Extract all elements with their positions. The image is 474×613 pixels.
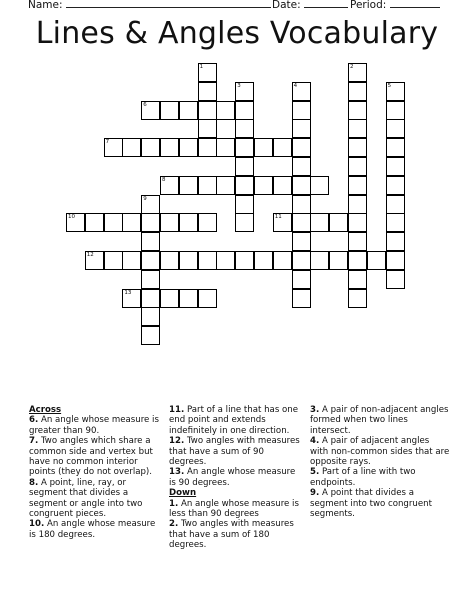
crossword-cell[interactable] — [329, 251, 348, 270]
across-heading: Across — [29, 405, 62, 415]
clue-across-7 — [29, 436, 161, 478]
crossword-cell[interactable] — [235, 195, 254, 214]
crossword-cell[interactable] — [179, 213, 198, 232]
clues-column-1 — [29, 405, 161, 540]
crossword-cell[interactable] — [141, 251, 160, 270]
crossword-cell[interactable] — [386, 270, 405, 289]
clue-number-label: 13 — [124, 289, 132, 296]
clue-down-2 — [169, 519, 303, 550]
crossword-cell[interactable] — [160, 213, 179, 232]
crossword-cell[interactable] — [386, 157, 405, 176]
clue-text: Two angles with measures that have a sum of 180 degrees. — [169, 519, 294, 551]
crossword-cell[interactable] — [292, 289, 311, 308]
clue-text: Part of a line that has one end point and extends indefinitely in one direction. — [169, 405, 299, 436]
clue-text: Two angles with measures that have a sum of 90 degrees. — [169, 436, 300, 468]
crossword-cell[interactable] — [160, 101, 179, 120]
crossword-cell[interactable] — [386, 195, 405, 214]
crossword-cell[interactable] — [273, 251, 292, 270]
crossword-cell[interactable] — [235, 251, 254, 270]
crossword-cell[interactable] — [235, 138, 254, 157]
crossword-cell[interactable] — [141, 232, 160, 251]
crossword-cell[interactable] — [292, 157, 311, 176]
down-heading: Down — [169, 488, 197, 499]
date-label: Date: — [272, 0, 301, 11]
crossword-cell[interactable] — [292, 195, 311, 214]
crossword-cell[interactable] — [386, 251, 405, 270]
clue-number-label: 5 — [387, 82, 392, 89]
name-label: Name: — [28, 0, 63, 11]
crossword-cell[interactable] — [141, 326, 160, 345]
crossword-cell[interactable] — [235, 213, 254, 232]
crossword-cell[interactable] — [310, 251, 329, 270]
crossword-cell[interactable] — [198, 63, 217, 82]
crossword-cell[interactable] — [216, 251, 235, 270]
crossword-cell[interactable] — [179, 176, 198, 195]
crossword-cell[interactable] — [198, 289, 217, 308]
crossword-cell[interactable] — [367, 251, 386, 270]
clue-number: 12. — [169, 436, 185, 447]
crossword-cell[interactable] — [141, 289, 160, 308]
clue-text: Part of a line with two endpoints. — [310, 467, 416, 488]
clues-column-3 — [310, 405, 450, 519]
crossword-cell[interactable] — [179, 251, 198, 270]
crossword-cell[interactable] — [386, 138, 405, 157]
crossword-cell[interactable] — [141, 101, 160, 120]
clue-text: A point that divides a segment into two congruent segments. — [310, 488, 432, 520]
crossword-cell[interactable] — [348, 63, 367, 82]
crossword-cell[interactable] — [348, 251, 367, 270]
crossword-cell[interactable] — [348, 157, 367, 176]
clue-across-10 — [29, 519, 161, 540]
crossword-cell[interactable] — [386, 213, 405, 232]
crossword-cell[interactable] — [386, 176, 405, 195]
crossword-cell[interactable] — [235, 157, 254, 176]
crossword-cell[interactable] — [104, 251, 123, 270]
clue-number: 2. — [169, 519, 179, 530]
clue-number: 6. — [29, 415, 39, 426]
clue-across-8 — [29, 478, 161, 520]
clue-across-6 — [29, 415, 161, 436]
clue-number: 3. — [310, 405, 320, 415]
clue-number-label: 9 — [143, 195, 147, 202]
crossword-cell[interactable] — [348, 119, 367, 138]
crossword-cell[interactable] — [292, 270, 311, 289]
clue-number-label: 10 — [68, 214, 75, 221]
crossword-cell[interactable] — [386, 82, 405, 101]
crossword-cell[interactable] — [198, 82, 217, 101]
crossword-cell[interactable] — [273, 213, 292, 232]
clue-across-13 — [169, 467, 303, 488]
period-label: Period: — [350, 0, 387, 11]
crossword-cell[interactable] — [254, 138, 273, 157]
crossword-cell[interactable] — [160, 251, 179, 270]
crossword-cell[interactable] — [160, 176, 179, 195]
crossword-cell[interactable] — [141, 270, 160, 289]
crossword-cell[interactable] — [198, 101, 217, 120]
crossword-cell[interactable] — [198, 213, 217, 232]
clue-number: 4. — [310, 436, 320, 447]
clue-text: A pair of non-adjacent angles formed when two lines intersect. — [310, 405, 449, 436]
clue-number: 10. — [29, 519, 45, 530]
crossword-cell[interactable] — [348, 82, 367, 101]
crossword-cell[interactable] — [179, 138, 198, 157]
crossword-cell[interactable] — [386, 119, 405, 138]
crossword-cell[interactable] — [292, 82, 311, 101]
crossword-cell[interactable] — [141, 213, 160, 232]
crossword-cell[interactable] — [198, 138, 217, 157]
crossword-cell[interactable] — [235, 82, 254, 101]
clue-down-3 — [310, 405, 450, 436]
crossword-cell[interactable] — [348, 176, 367, 195]
clue-text: An angle whose measure is 90 degrees. — [169, 467, 296, 488]
crossword-cell[interactable] — [235, 176, 254, 195]
crossword-cell[interactable] — [254, 251, 273, 270]
clue-number: 5. — [310, 467, 320, 478]
crossword-cell[interactable] — [348, 138, 367, 157]
crossword-cell[interactable] — [198, 119, 217, 138]
clue-number: 9. — [310, 488, 320, 499]
crossword-cell[interactable] — [122, 138, 141, 157]
clue-number: 7. — [29, 436, 39, 447]
clue-text: An angle whose measure is 180 degrees. — [29, 519, 156, 540]
clue-number: 8. — [29, 477, 39, 488]
crossword-cell[interactable] — [348, 195, 367, 214]
crossword-cell[interactable] — [386, 101, 405, 120]
clue-text: An angle whose measure is less than 90 degrees — [169, 498, 299, 520]
clue-down-9 — [310, 488, 450, 519]
crossword-cell[interactable] — [179, 101, 198, 120]
clue-number-label: 7 — [105, 139, 110, 146]
crossword-cell[interactable] — [85, 251, 104, 270]
clue-down-5 — [310, 467, 450, 488]
clue-across-12 — [169, 436, 303, 467]
crossword-cell[interactable] — [292, 101, 311, 120]
crossword-cell[interactable] — [348, 232, 367, 251]
crossword-cell[interactable] — [160, 289, 179, 308]
crossword-cell[interactable] — [292, 119, 311, 138]
crossword-cell[interactable] — [273, 138, 292, 157]
clue-down-4 — [310, 436, 450, 467]
crossword-cell[interactable] — [310, 213, 329, 232]
clue-number-label: 1 — [199, 64, 204, 70]
crossword-cell[interactable] — [292, 232, 311, 251]
clues-column-2 — [169, 405, 303, 551]
clue-text: Two angles which share a common side and vertex but have no common interior points (they do not overlap). — [29, 436, 153, 478]
crossword-cell[interactable] — [348, 289, 367, 308]
clue-number: 13. — [169, 467, 185, 478]
crossword-cell[interactable] — [292, 138, 311, 157]
crossword-cell[interactable] — [160, 138, 179, 157]
crossword-cell[interactable] — [104, 213, 123, 232]
crossword-cell[interactable] — [85, 213, 104, 232]
clue-number-label: 12 — [86, 252, 94, 258]
crossword-cell[interactable] — [273, 176, 292, 195]
clue-across-11 — [169, 405, 303, 436]
clue-number-label: 6 — [143, 101, 147, 108]
clue-number: 1. — [169, 498, 179, 509]
crossword-cell[interactable] — [292, 213, 311, 232]
crossword-cell[interactable] — [122, 213, 141, 232]
clue-down-1 — [169, 499, 303, 520]
crossword-cell[interactable] — [122, 251, 141, 270]
crossword-cell[interactable] — [216, 101, 235, 120]
crossword-cell[interactable] — [235, 101, 254, 120]
crossword-cell[interactable] — [141, 138, 160, 157]
crossword-cell[interactable] — [348, 213, 367, 232]
crossword-cell[interactable] — [235, 119, 254, 138]
crossword-cell[interactable] — [66, 213, 85, 232]
clue-text: An angle whose measure is greater than 90. — [29, 415, 159, 436]
clue-number: 11. — [169, 405, 185, 415]
crossword-cell[interactable] — [179, 289, 198, 308]
clue-text: A pair of adjacent angles with non-common sides that are opposite rays. — [310, 436, 450, 468]
clue-number-label: 8 — [162, 176, 166, 183]
crossword-cell[interactable] — [348, 270, 367, 289]
crossword-cell[interactable] — [329, 213, 348, 232]
crossword-cell[interactable] — [216, 138, 235, 157]
crossword-cell[interactable] — [122, 289, 141, 308]
crossword-cell[interactable] — [348, 101, 367, 120]
crossword-cell[interactable] — [141, 195, 160, 214]
clue-text: A point, line, ray, or segment that divides a segment or angle into two congruent pieces. — [29, 477, 143, 520]
crossword-cell[interactable] — [310, 176, 329, 195]
clue-number-label: 11 — [274, 214, 282, 221]
crossword-cell[interactable] — [198, 251, 217, 270]
crossword-cell[interactable] — [386, 232, 405, 251]
crossword-cell[interactable] — [216, 176, 235, 195]
crossword-cell[interactable] — [292, 251, 311, 270]
crossword-cell[interactable] — [198, 176, 217, 195]
crossword-cell[interactable] — [254, 176, 273, 195]
clue-number-label: 3 — [237, 82, 241, 89]
page-title: Lines & Angles Vocabulary — [35, 16, 439, 51]
crossword-cell[interactable] — [292, 176, 311, 195]
crossword-cell[interactable] — [104, 138, 123, 157]
crossword-cell[interactable] — [141, 307, 160, 326]
clue-number-label: 4 — [293, 82, 298, 89]
clue-number-label: 2 — [350, 64, 354, 70]
